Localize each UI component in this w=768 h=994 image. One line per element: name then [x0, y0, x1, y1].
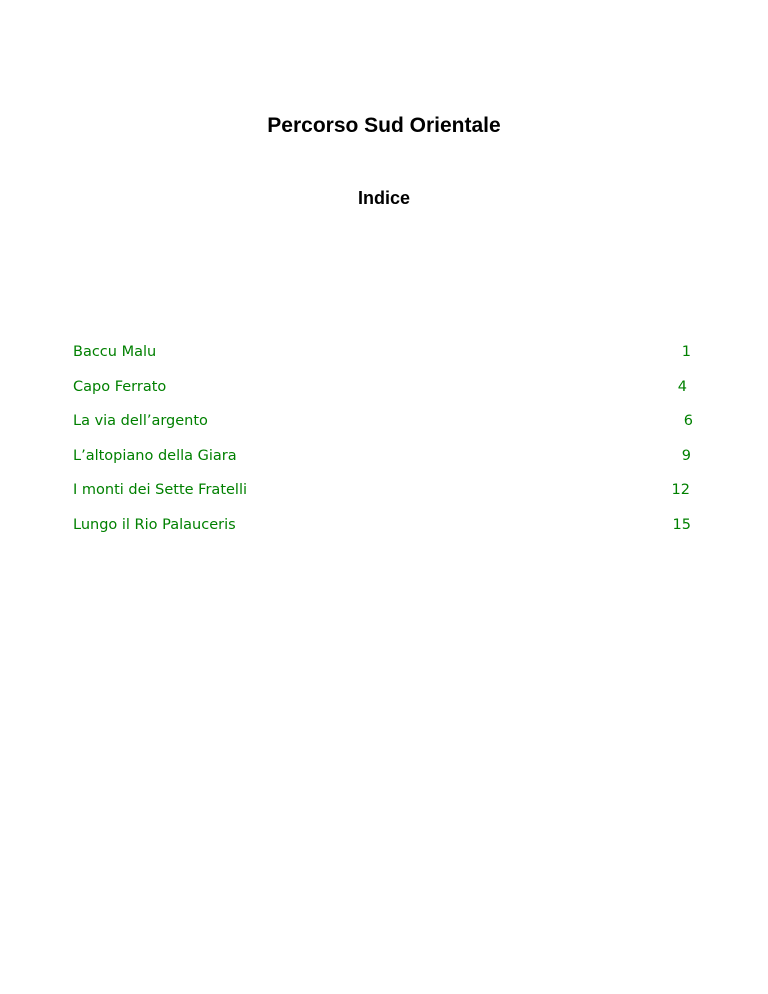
toc-entry-page[interactable]: 4 — [677, 378, 687, 395]
toc-entry-capo-ferrato[interactable] — [73, 373, 693, 408]
toc-entry-label[interactable]: La via dell’argento — [73, 413, 208, 429]
toc-entry-label[interactable]: Lungo il Rio Palauceris — [73, 516, 236, 533]
toc-entry-page[interactable]: 6 — [683, 413, 693, 429]
index-heading: Indice — [357, 188, 410, 208]
toc-entry-monti-sette-fratelli[interactable] — [73, 476, 693, 511]
toc-entry-label[interactable]: Baccu Malu — [73, 344, 157, 360]
table-of-contents — [73, 338, 693, 545]
toc-entry-rio-palauceris[interactable] — [73, 511, 693, 546]
toc-entry-page[interactable]: 15 — [672, 516, 691, 533]
toc-entry-page[interactable]: 9 — [681, 447, 691, 464]
toc-entry-la-via-dell-argento[interactable] — [73, 407, 693, 442]
toc-entry-label[interactable]: I monti dei Sette Fratelli — [73, 482, 248, 498]
toc-entry-label[interactable]: Capo Ferrato — [73, 378, 167, 395]
document-title: Percorso Sud Orientale — [267, 114, 501, 137]
toc-entry-altopiano-della-giara[interactable] — [73, 442, 693, 477]
toc-entry-label[interactable]: L’altopiano della Giara — [73, 447, 237, 464]
toc-entry-page[interactable]: 12 — [671, 482, 690, 498]
toc-entry-page[interactable]: 1 — [681, 344, 691, 360]
toc-entry-baccu-malu[interactable] — [73, 338, 693, 373]
